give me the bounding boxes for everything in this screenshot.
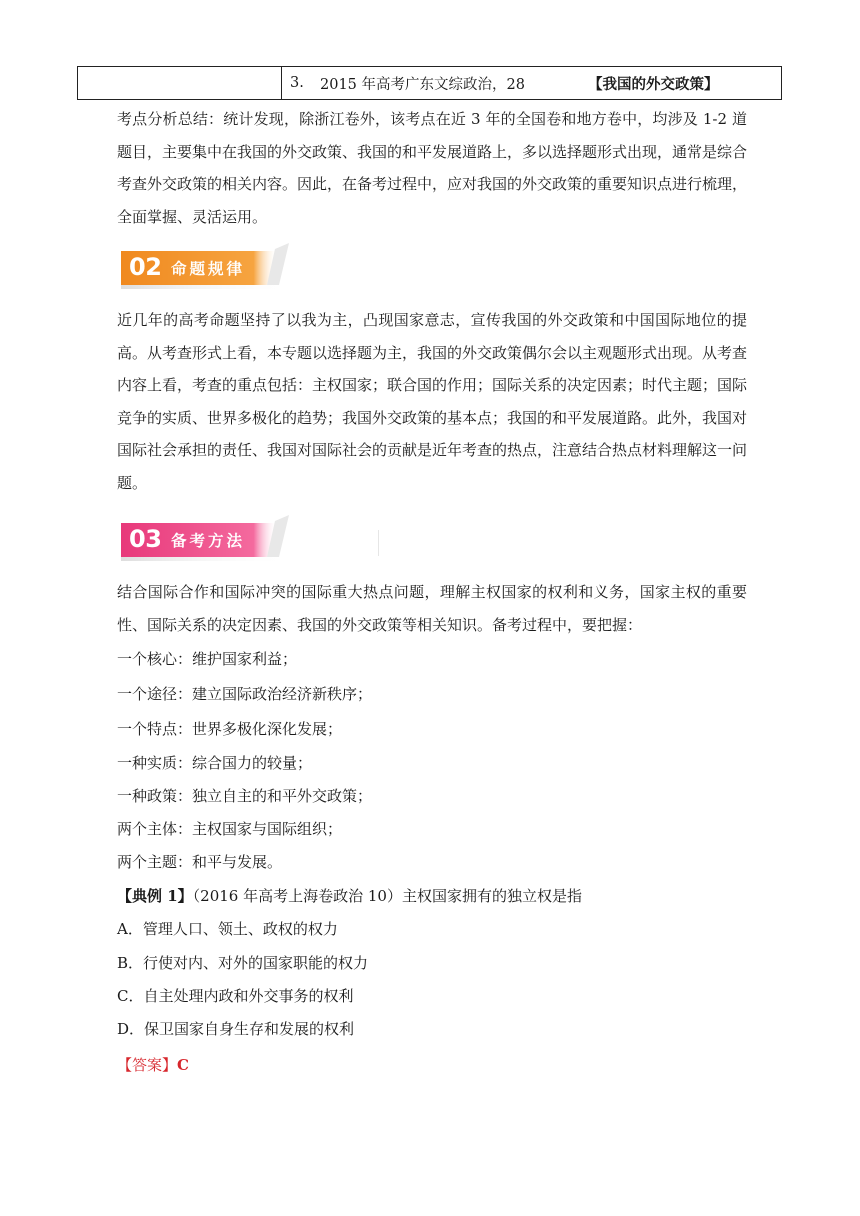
key-point: 一个特点：世界多极化深化发展； [117,720,343,738]
row-source: 2015 年高考广东文综政治，28 [320,76,525,93]
table-cell-empty [78,67,282,99]
row-index: 3. [290,75,304,91]
answer-label: 【答案】 [117,1056,178,1074]
divider [378,530,379,556]
badge-02-number: 02 [129,253,162,281]
key-point: 一种政策：独立自主的和平外交政策； [117,787,373,805]
section2-paragraph: 近几年的高考命题坚持了以我为主，凸现国家意志，宣传我国的外交政策和中国国际地位的提高。从考查形式上看，本专题以选择题为主，我国的外交政策偶尔会以主观题形式出现。从考查内容上看，考查的重点包括：主权国家；联合国的作用；国际关系的决定因素；时代主题；国际竞争的实质、世界多极化的趋势；我国外交政策的基本点；我国的和平发展道路。此外，我国对国际社会承担的责任、我国对国际社会的贡献是近年考查的热点，注意结合热点材料理解这一问题。 [117,311,748,492]
key-point: 一个途径：建立国际政治经济新秩序； [117,685,373,703]
option-b: B．行使对内、对外的国家职能的权力 [117,954,369,972]
row-topic: 【我国的外交政策】 [588,75,719,93]
key-point: 一个核心：维护国家利益； [117,650,298,668]
badge-02-title: 命题规律 [171,260,246,278]
badge-03-title: 备考方法 [171,532,246,550]
section-badge-02 [117,243,297,293]
answer-line [117,1055,189,1075]
summary-paragraph: 考点分析总结：统计发现，除浙江卷外，该考点在近 3 年的全国卷和地方卷中，均涉及 1-2 道题目，主要集中在我国的外交政策、我国的和平发展道路上，多以选择题形式出现，通常是综合考查外交政策的相关内容。因此，在备考过程中，应对我国的外交政策的重要知识点进行梳理，全面掌握、灵活运用。 [117,110,748,226]
example-question [117,886,582,906]
example-question-text: （2016 年高考上海卷政治 10）主权国家拥有的独立权是指 [192,887,582,905]
table-cell-content [282,67,781,99]
key-point: 两个主题：和平与发展。 [117,853,283,871]
badge-03-number: 03 [129,525,162,553]
option-d: D．保卫国家自身生存和发展的权利 [117,1020,355,1038]
key-point: 两个主体：主权国家与国际组织； [117,820,343,838]
section-badge-03 [117,515,297,565]
exam-source-table-row [77,66,782,100]
answer-value: C [177,1056,189,1074]
option-a: A．管理人口、领土、政权的权力 [117,920,338,938]
key-point: 一种实质：综合国力的较量； [117,754,313,772]
example-label: 【典例 1】 [117,887,193,905]
section3-intro: 结合国际合作和国际冲突的国际重大热点问题，理解主权国家的权利和义务，国家主权的重要性、国际关系的决定因素、我国的外交政策等相关知识。备考过程中，要把握： [117,583,747,634]
option-c: C．自主处理内政和外交事务的权利 [117,987,354,1005]
